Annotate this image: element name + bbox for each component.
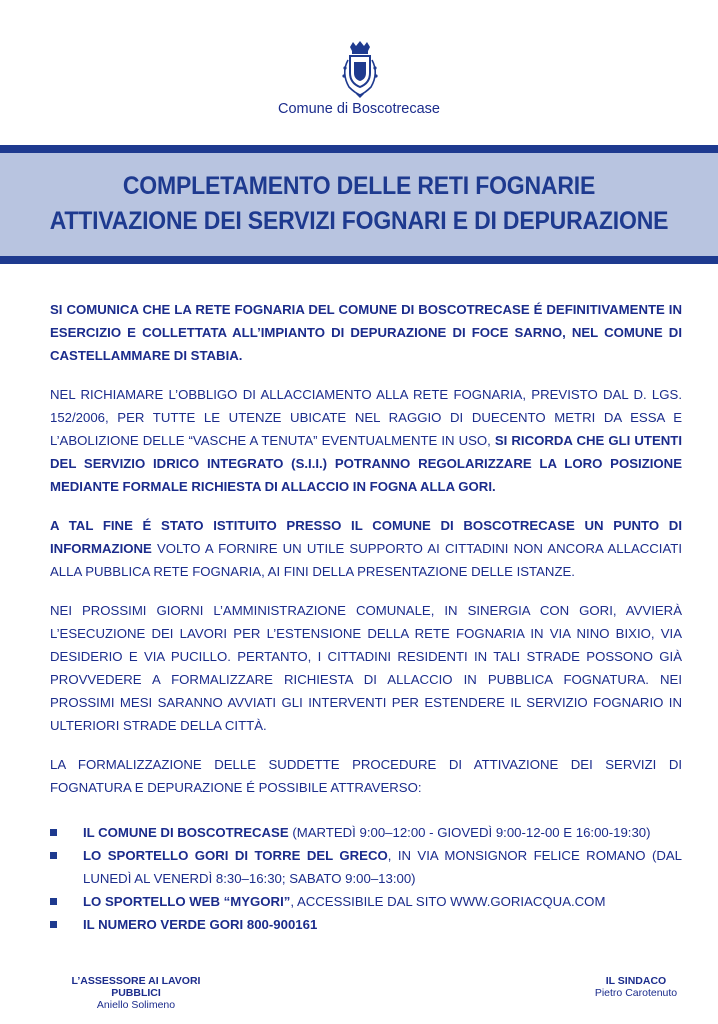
list-item	[50, 913, 682, 936]
comune-name: Comune di Boscotrecase	[278, 101, 440, 117]
signature-role: IL SINDACO	[605, 975, 667, 987]
bullet-square-icon	[50, 829, 57, 836]
bullet-square-icon	[50, 898, 57, 905]
signature-assessore	[46, 975, 226, 1011]
paragraph-2	[50, 383, 682, 498]
title-line-1: COMPLETAMENTO DELLE RETI FOGNARIE	[122, 172, 596, 200]
list-item-title: LO SPORTELLO GORI DI TORRE DEL GRECO	[83, 848, 388, 863]
title-line-2: ATTIVAZIONE DEI SERVIZI FOGNARI E DI DEPURAZIONE	[49, 207, 669, 235]
list-item	[50, 844, 682, 890]
paragraph-4-text: NEI PROSSIMI GIORNI L’AMMINISTRAZIONE COMUNALE, IN SINERGIA CON GORI, AVVIERÀ L’ESECUZIONE DEI LAVORI PER L’ESTENSIONE DELLA RETE FOGNARIA IN VIA NINO BIXIO, VIA DESIDERIO E VIA PUCILLO. PERTANTO, I CITTADINI RESIDENTI IN TALI STRADE POSSONO GIÀ PROVVEDERE A FORMALIZZARE RICHIESTA DI ALLACCIO IN PUBBLICA FOGNATURA. NEI PROSSIMI MESI SARANNO AVVIATI GLI INTERVENTI PER ESTENDERE IL SERVIZIO FOGNARIO IN ULTERIORI STRADE DELLA CITTÀ.	[50, 603, 682, 733]
announcement-body	[50, 298, 682, 936]
paragraph-3-text: VOLTO A FORNIRE UN UTILE SUPPORTO AI CITTADINI NON ANCORA ALLACCIATI ALLA PUBBLICA RETE FOGNARIA, AI FINI DELLA PRESENTAZIONE DELLE ISTANZE.	[50, 541, 682, 579]
bullet-square-icon	[50, 852, 57, 859]
signature-name: Aniello Solimeno	[96, 999, 176, 1011]
contact-list	[50, 821, 682, 936]
header	[0, 0, 718, 145]
list-item-title: IL COMUNE DI BOSCOTRECASE	[83, 825, 289, 840]
list-item-detail: (MARTEDÌ 9:00–12:00 - GIOVEDÌ 9:00-12-00 E 16:00-19:30)	[288, 825, 651, 840]
paragraph-2-emphasis: SI RICORDA CHE GLI UTENTI DEL SERVIZIO IDRICO INTEGRATO (S.I.I.) POTRANNO REGOLARIZZARE LA LORO POSIZIONE MEDIANTE FORMALE RICHIESTA DI ALLACCIO IN FOGNA ALLA GORI.	[50, 433, 682, 494]
paragraph-5-text: LA FORMALIZZAZIONE DELLE SUDDETTE PROCEDURE DI ATTIVAZIONE DEI SERVIZI DI FOGNATURA E DEPURAZIONE É POSSIBILE ATTRAVERSO:	[50, 757, 682, 795]
title-band-bottom-line	[0, 256, 718, 264]
signature-sindaco	[586, 975, 686, 999]
list-item	[50, 821, 682, 844]
list-item-detail: , IN VIA MONSIGNOR FELICE ROMANO (DAL LUNEDÌ AL VENERDÌ 8:30–16:30; SABATO 9:00–13:00)	[83, 848, 682, 886]
paragraph-3	[50, 514, 682, 583]
paragraph-1	[50, 298, 682, 367]
municipal-crest-icon	[338, 40, 382, 100]
list-item-detail: , ACCESSIBILE DAL SITO WWW.GORIACQUA.COM	[290, 894, 606, 909]
signature-role: L’ASSESSORE AI LAVORI PUBBLICI	[71, 975, 201, 999]
paragraph-5	[50, 753, 682, 799]
list-item	[50, 890, 682, 913]
title-band-top-line	[0, 145, 718, 153]
title-band	[0, 153, 718, 256]
list-item-title: LO SPORTELLO WEB “MYGORI”	[83, 894, 291, 909]
list-item-title: IL NUMERO VERDE GORI 800-900161	[83, 917, 318, 932]
paragraph-3-emphasis: A TAL FINE É STATO ISTITUITO PRESSO IL COMUNE DI BOSCOTRECASE UN PUNTO DI INFORMAZIONE	[50, 518, 682, 556]
bullet-square-icon	[50, 921, 57, 928]
paragraph-4	[50, 599, 682, 737]
paragraph-2-text: NEL RICHIAMARE L’OBBLIGO DI ALLACCIAMENTO ALLA RETE FOGNARIA, PREVISTO DAL D. LGS. 152/2006, PER TUTTE LE UTENZE UBICATE NEL RAGGIO DI DUECENTO METRI DA ESSA E L’ABOLIZIONE DELLE “VASCHE A TENUTA” EVENTUALMENTE IN USO,	[50, 387, 682, 448]
paragraph-1-text: SI COMUNICA CHE LA RETE FOGNARIA DEL COMUNE DI BOSCOTRECASE É DEFINITIVAMENTE IN ESERCIZIO E COLLETTATA ALL’IMPIANTO DI DEPURAZIONE DI FOCE SARNO, NEL COMUNE DI CASTELLAMMARE DI STABIA.	[50, 302, 682, 363]
signature-name: Pietro Carotenuto	[594, 987, 678, 999]
